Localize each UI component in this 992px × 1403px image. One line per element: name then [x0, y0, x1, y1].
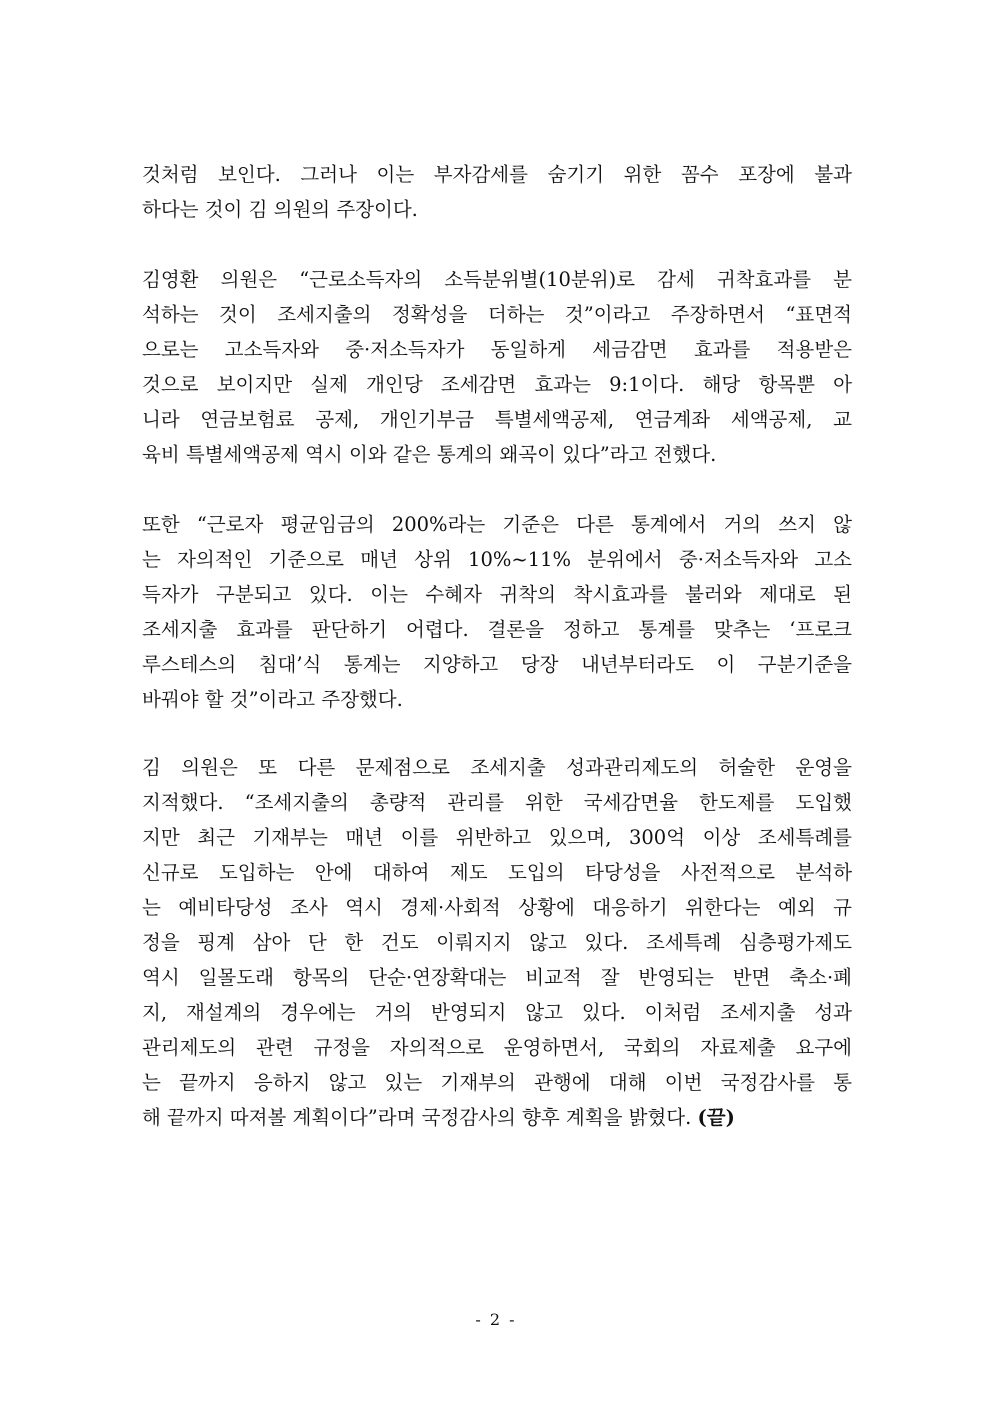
page-number: - 2 - — [475, 1310, 517, 1329]
paragraph-4 — [142, 750, 852, 1135]
text-line: 것처럼 보인다. 그러나 이는 부자감세를 숨기기 위한 꼼수 포장에 불과 — [142, 163, 852, 186]
text-line-final — [142, 1100, 852, 1135]
paragraph-2 — [142, 262, 852, 472]
text-line: 석하는 것이 조세지출의 정확성을 더하는 것”이라고 주장하면서 “표면적 — [142, 303, 852, 326]
text-line: 는 끝까지 응하지 않고 있는 기재부의 관행에 대해 이번 국정감사를 통 — [142, 1071, 852, 1094]
text-line: 는 자의적인 기준으로 매년 상위 10%~11% 분위에서 중·저소득자와 고소 — [142, 548, 852, 571]
text-line: 김 의원은 또 다른 문제점으로 조세지출 성과관리제도의 허술한 운영을 — [142, 756, 852, 779]
text-line: 조세지출 효과를 판단하기 어렵다. 결론을 정하고 통계를 맞추는 ‘프로크 — [142, 618, 852, 641]
paragraph-3 — [142, 507, 852, 717]
text-line: 역시 일몰도래 항목의 단순·연장확대는 비교적 잘 반영되는 반면 축소·폐 — [142, 966, 852, 989]
paragraph-1 — [142, 157, 852, 227]
text-line: 바꿔야 할 것”이라고 주장했다. — [142, 688, 403, 711]
text-line: 지적했다. “조세지출의 총량적 관리를 위한 국세감면율 한도제를 도입했 — [142, 791, 852, 814]
text-line: 육비 특별세액공제 역시 이와 같은 통계의 왜곡이 있다”라고 전했다. — [142, 443, 717, 466]
text-line: 득자가 구분되고 있다. 이는 수혜자 귀착의 착시효과를 불러와 제대로 된 — [142, 583, 852, 606]
text-line: 으로는 고소득자와 중·저소득자가 동일하게 세금감면 효과를 적용받은 — [142, 338, 852, 361]
text-line: 는 예비타당성 조사 역시 경제·사회적 상황에 대응하기 위한다는 예외 규 — [142, 896, 852, 919]
text-line: 신규로 도입하는 안에 대하여 제도 도입의 타당성을 사전적으로 분석하 — [142, 861, 852, 884]
text-line: 지만 최근 기재부는 매년 이를 위반하고 있으며, 300억 이상 조세특례를 — [142, 826, 852, 849]
text-line: 정을 핑계 삼아 단 한 건도 이뤄지지 않고 있다. 조세특례 심층평가제도 — [142, 931, 852, 954]
end-mark: (끝) — [697, 1106, 735, 1129]
text-line: 루스테스의 침대’식 통계는 지양하고 당장 내년부터라도 이 구분기준을 — [142, 653, 852, 676]
text-line: 하다는 것이 김 의원의 주장이다. — [142, 198, 418, 221]
text-line: 관리제도의 관련 규정을 자의적으로 운영하면서, 국회의 자료제출 요구에 — [142, 1036, 852, 1059]
text-line: 니라 연금보험료 공제, 개인기부금 특별세액공제, 연금계좌 세액공제, 교 — [142, 408, 852, 431]
text-line: 지, 재설계의 경우에는 거의 반영되지 않고 있다. 이처럼 조세지출 성과 — [142, 1001, 852, 1024]
text-line: 김영환 의원은 “근로소득자의 소득분위별(10분위)로 감세 귀착효과를 분 — [142, 268, 852, 291]
text-line: 또한 “근로자 평균임금의 200%라는 기준은 다른 통계에서 거의 쓰지 않 — [142, 513, 852, 536]
text-line: 것으로 보이지만 실제 개인당 조세감면 효과는 9:1이다. 해당 항목뿐 아 — [142, 373, 852, 396]
final-sentence: 해 끝까지 따져볼 계획이다”라며 국정감사의 향후 계획을 밝혔다. — [142, 1106, 692, 1129]
